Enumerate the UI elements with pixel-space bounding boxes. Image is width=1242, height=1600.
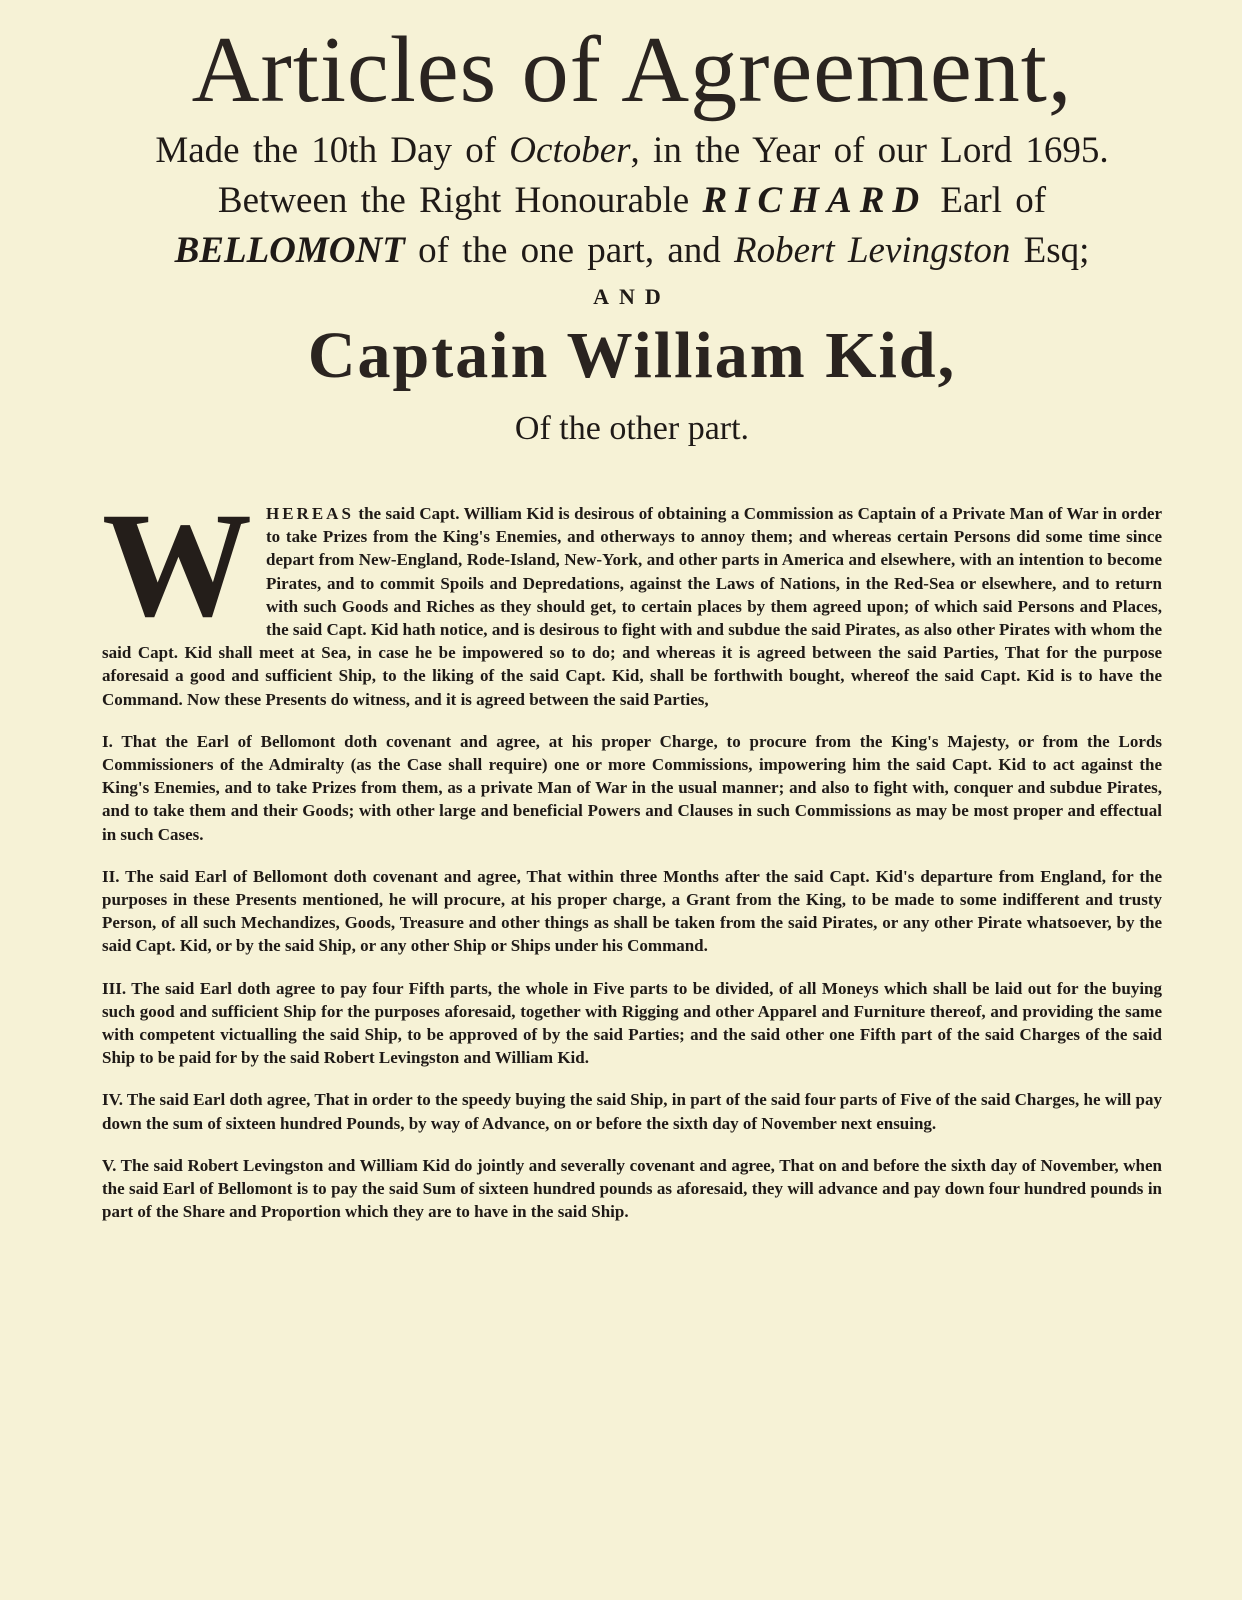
document-title: Articles of Agreement, (191, 18, 1073, 122)
drop-cap: W (102, 482, 252, 648)
between-line (102, 176, 1162, 226)
article-text: The said Robert Levingston and William Kid do jointly and severally covenant and agree, That on and before the sixth day of November, when the said Earl of Bellomont is to pay the said Sum of sixteen hundred pounds as aforesaid, they will advance and pay down four hundred pounds in part of the Share and Proportion which they are to have in the said Ship. (102, 1155, 1162, 1222)
party-line-after: Esq; (1010, 230, 1090, 271)
article-text: The said Earl doth agree, That in order to the speedy buying the said Ship, in part of the said four parts of Five of the said Charges, he will pay down the sum of sixteen hundred Pounds, by way of Advance, on or before the sixth day of November next ensuing. (102, 1090, 1162, 1133)
article-paragraph (102, 977, 1162, 1070)
preamble-lead: HEREAS (266, 504, 354, 523)
date-line-after: , in the Year of our Lord 1695. (630, 130, 1109, 171)
party-line-name: Robert Levingston (734, 230, 1011, 271)
article-paragraph (102, 1154, 1162, 1224)
agreement-body (102, 482, 1162, 1223)
between-line-name: RICHARD (702, 180, 928, 221)
article-number: V. (102, 1155, 117, 1175)
preamble-paragraph (102, 482, 1162, 711)
article-number: II. (102, 866, 120, 886)
party-line-place: BELLOMONT (174, 230, 405, 271)
party-line (102, 226, 1162, 276)
party-line-middle: of the one part, and (404, 230, 734, 271)
article-text: That the Earl of Bellomont doth covenant and agree, at his proper Charge, to procure from the King's Majesty, or from the Lords Commissioners of the Admiralty (as the Case shall require) one or more Commissions, impowering him the said Capt. Kid to act against the King's Enemies, and to take Prizes from them, as a private Man of War in the usual manner; and also to fight with, conquer and subdue Pirates, and to take them and their Goods; with other large and beneficial Powers and Clauses in such Commissions as may be most proper and effectual in such Cases. (102, 731, 1162, 844)
article-paragraph (102, 865, 1162, 958)
article-paragraph (102, 1088, 1162, 1134)
and-separator: AND (593, 284, 671, 309)
date-line (102, 126, 1162, 176)
article-text: The said Earl doth agree to pay four Fifth parts, the whole in Five parts to be divided, of all Moneys which shall be laid out for the buying such good and sufficient Ship for the purposes aforesaid, together with Rigging and other Apparel and Furniture thereof, and providing the same with competent victualling the said Ship, to be approved of by the said Parties; and the said other one Fifth part of the said Charges of the said Ship to be paid for by the said Robert Levingston and William Kid. (102, 978, 1162, 1068)
other-part-line: Of the other part. (514, 410, 750, 447)
between-line-before: Between the Right Honourable (217, 180, 703, 221)
preamble-text: the said Capt. William Kid is desirous of obtaining a Commission as Captain of a Private Man of War in order to take Prizes from the King's Enemies, and otherways to annoy them; and whereas certain Persons did some time since depart from New-England, Rode-Island, New-York, and other parts in America and elsewhere, with an intention to become Pirates, and to commit Spoils and Depredations, against the Laws of Nations, in the Red-Sea or elsewhere, and to return with such Goods and Riches as they should get, to certain places by them agreed upon; of which said Persons and Places, the said Capt. Kid hath notice, and is desirous to fight with and subdue the said Pirates, as also other Pirates with whom the said Capt. Kid shall meet at Sea, in case he be impowered so to do; and whereas it is agreed between the said Parties, That for the purpose aforesaid a good and sufficient Ship, to the liking of the said Capt. Kid, shall be forthwith bought, whereof the said Capt. Kid is to have the Command. Now these Presents do witness, and it is agreed between the said Parties, (102, 504, 1162, 709)
article-number: III. (102, 978, 127, 998)
between-line-after: Earl of (927, 180, 1047, 221)
date-line-before: Made the 10th Day of (155, 130, 510, 171)
captain-name: Captain William Kid, (307, 319, 957, 392)
article-text: The said Earl of Bellomont doth covenant and agree, That within three Months after the said Capt. Kid's departure from England, for the purposes in these Presents mentioned, he will procure, at his proper charge, a Grant from the King, to be made to some indifferent and trusty Person, of all such Mechandizes, Goods, Treasure and other things as shall be taken from the said Pirates, or any other Pirate whatsoever, by the said Capt. Kid, or by the said Ship, or any other Ship or Ships under his Command. (102, 866, 1162, 956)
article-paragraph (102, 730, 1162, 846)
article-number: IV. (102, 1090, 123, 1110)
date-line-month: October (509, 130, 631, 171)
article-number: I. (102, 731, 113, 751)
